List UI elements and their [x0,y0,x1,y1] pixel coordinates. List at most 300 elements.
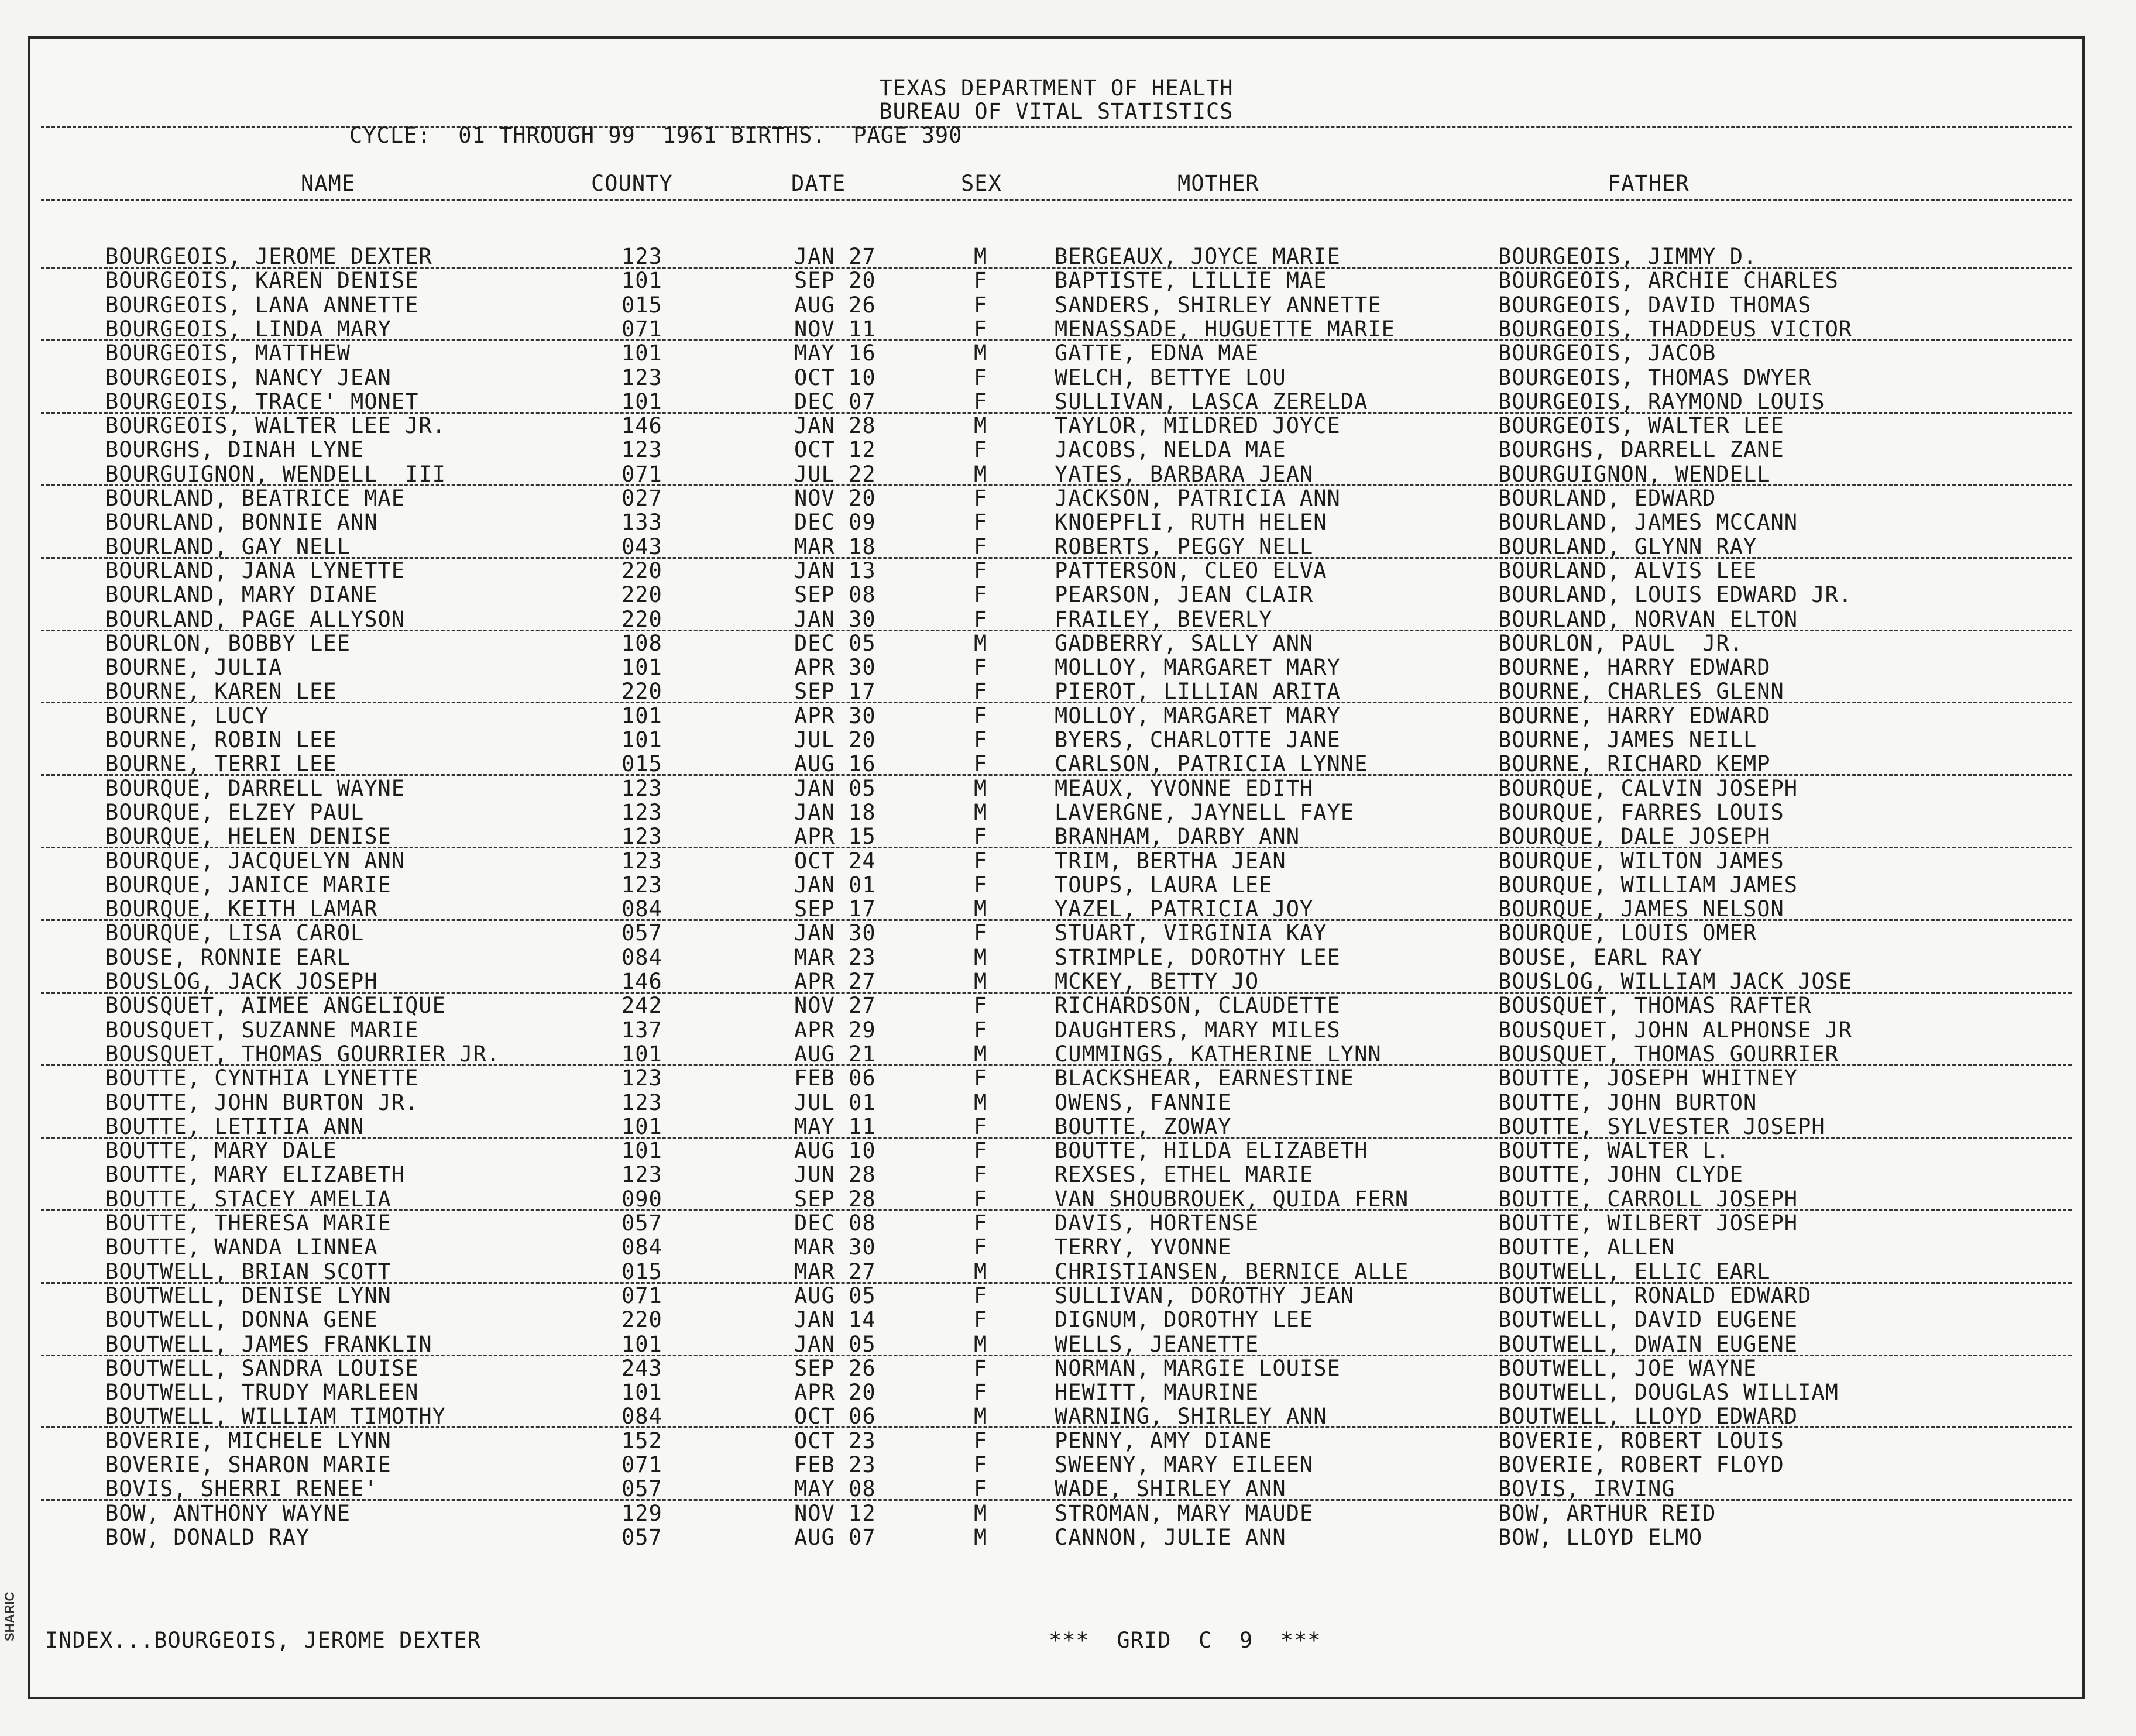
cell-father: BOURQUE, CALVIN JOSEPH [1498,775,1798,801]
cell-date: DEC 09 [794,510,876,535]
cell-sex: F [974,751,988,777]
cell-county: 084 [621,896,662,922]
table-row [30,1163,2082,1187]
cell-name: BOURQUE, ELZEY PAUL [105,799,365,825]
cell-father: BOUSQUET, THOMAS GOURRIER [1498,1041,1839,1067]
cell-county: 027 [621,486,662,511]
cell-name: BOUTWELL, DENISE LYNN [105,1283,392,1308]
cell-mother: TAYLOR, MILDRED JOYCE [1055,413,1341,439]
cell-mother: SULLIVAN, DOROTHY JEAN [1055,1283,1355,1308]
cell-county: 043 [621,534,662,559]
cell-county: 101 [621,268,662,294]
table-row [30,776,2082,800]
cell-county: 101 [621,1380,662,1405]
cell-mother: STROMAN, MARY MAUDE [1055,1500,1314,1526]
cell-mother: CANNON, JULIE ANN [1055,1524,1286,1550]
table-row [30,486,2082,510]
cell-sex: F [974,606,988,632]
cell-sex: M [974,1524,988,1550]
cell-sex: M [974,1331,988,1357]
cell-sex: M [974,413,988,439]
cell-sex: F [974,558,988,583]
cell-sex: F [974,824,988,850]
cell-name: BOURGEOIS, MATTHEW [105,341,351,366]
cell-date: AUG 05 [794,1283,876,1308]
cell-mother: SULLIVAN, LASCA ZERELDA [1055,389,1368,414]
cell-sex: F [974,316,988,342]
cell-name: BOURNE, KAREN LEE [105,679,337,704]
table-row [30,1066,2082,1090]
cell-mother: TERRY, YVONNE [1055,1235,1232,1260]
cell-date: SEP 08 [794,582,876,608]
cell-sex: F [974,1380,988,1405]
cell-sex: F [974,1113,988,1139]
cell-county: 137 [621,1017,662,1043]
cell-name: BOVERIE, MICHELE LYNN [105,1428,392,1453]
cell-sex: F [974,1017,988,1043]
cell-father: BOURGEOIS, JACOB [1498,341,1716,366]
cell-date: JAN 27 [794,244,876,269]
cell-sex: F [974,1452,988,1477]
cell-sex: F [974,727,988,752]
cell-sex: M [974,944,988,970]
cell-county: 242 [621,993,662,1019]
cell-father: BOUTWELL, DOUGLAS WILLIAM [1498,1380,1839,1405]
cell-date: JAN 14 [794,1307,876,1333]
table-row [30,510,2082,534]
cell-name: BOURNE, TERRI LEE [105,751,337,777]
cell-date: OCT 23 [794,1428,876,1453]
table-row [30,704,2082,728]
table-row [30,1187,2082,1211]
cell-father: BOUTTE, JOHN BURTON [1498,1089,1757,1115]
cell-date: FEB 23 [794,1452,876,1477]
cell-county: 015 [621,751,662,777]
cell-county: 123 [621,1089,662,1115]
cell-date: JUL 22 [794,461,876,487]
table-row [30,752,2082,776]
table-row [30,414,2082,438]
cell-date: OCT 12 [794,437,876,463]
cell-sex: F [974,1476,988,1502]
cell-mother: MOLLOY, MARGARET MARY [1055,655,1341,680]
cell-father: BOVERIE, ROBERT FLOYD [1498,1452,1784,1477]
cell-sex: F [974,872,988,898]
cell-sex: F [974,1138,988,1164]
cell-mother: PIEROT, LILLIAN ARITA [1055,679,1341,704]
cell-sex: M [974,1041,988,1067]
cell-mother: TOUPS, LAURA LEE [1055,872,1273,898]
table-row [30,824,2082,848]
cell-date: AUG 10 [794,1138,876,1164]
cell-sex: M [974,1404,988,1429]
cell-sex: F [974,510,988,535]
cell-county: 123 [621,799,662,825]
table-row [30,462,2082,486]
cell-father: BOUTTE, ALLEN [1498,1235,1675,1260]
cell-name: BOUTWELL, BRIAN SCOTT [105,1259,392,1284]
cell-date: JUL 20 [794,727,876,752]
table-row [30,1308,2082,1332]
table-row [30,1380,2082,1404]
cell-date: APR 30 [794,655,876,680]
cell-mother: JACOBS, NELDA MAE [1055,437,1286,463]
cell-name: BOURGEOIS, WALTER LEE JR. [105,413,446,439]
cell-county: 101 [621,341,662,366]
cell-sex: F [974,1186,988,1212]
cell-date: NOV 20 [794,486,876,511]
cell-sex: F [974,486,988,511]
table-row [30,1042,2082,1066]
cell-name: BOUTTE, MARY ELIZABETH [105,1162,406,1188]
cell-county: 071 [621,461,662,487]
cell-date: JAN 30 [794,606,876,632]
cell-name: BOURLAND, BONNIE ANN [105,510,378,535]
cell-father: BOURQUE, JAMES NELSON [1498,896,1784,922]
cell-mother: BERGEAUX, JOYCE MARIE [1055,244,1341,269]
cell-name: BOUTWELL, DONNA GENE [105,1307,378,1333]
column-header-sex: SEX [961,171,1002,196]
cell-county: 057 [621,1524,662,1550]
cell-name: BOURQUE, JACQUELYN ANN [105,848,406,874]
cell-county: 133 [621,510,662,535]
cell-mother: TRIM, BERTHA JEAN [1055,848,1286,874]
cell-mother: ROBERTS, PEGGY NELL [1055,534,1314,559]
cell-name: BOUSE, RONNIE EARL [105,944,351,970]
cell-county: 101 [621,703,662,728]
cell-name: BOURQUE, DARRELL WAYNE [105,775,406,801]
cell-county: 101 [621,727,662,752]
cell-father: BOURGEOIS, THADDEUS VICTOR [1498,316,1853,342]
cell-sex: F [974,437,988,463]
cell-date: DEC 08 [794,1211,876,1236]
cell-county: 101 [621,389,662,414]
cell-father: BOUTWELL, RONALD EDWARD [1498,1283,1812,1308]
cell-sex: F [974,920,988,946]
cell-date: MAR 18 [794,534,876,559]
cell-father: BOUSLOG, WILLIAM JACK JOSE [1498,969,1853,994]
cell-sex: F [974,1065,988,1091]
cell-mother: RICHARDSON, CLAUDETTE [1055,993,1341,1019]
cell-sex: M [974,341,988,366]
cell-date: MAR 27 [794,1259,876,1284]
cell-father: BOURGEOIS, RAYMOND LOUIS [1498,389,1825,414]
cell-name: BOURGEOIS, LINDA MARY [105,316,392,342]
table-row [30,921,2082,945]
cell-father: BOURLAND, LOUIS EDWARD JR. [1498,582,1853,608]
cell-name: BOUTWELL, WILLIAM TIMOTHY [105,1404,446,1429]
table-row [30,1235,2082,1259]
cell-name: BOUTTE, JOHN BURTON JR. [105,1089,419,1115]
table-row [30,1525,2082,1549]
cell-county: 101 [621,1331,662,1357]
cell-mother: WELCH, BETTYE LOU [1055,365,1286,390]
cell-date: DEC 05 [794,630,876,656]
cell-sex: F [974,534,988,559]
cycle-line: CYCLE: 01 THROUGH 99 1961 BIRTHS. PAGE 390 [349,123,963,148]
cell-county: 123 [621,1065,662,1091]
table-row [30,1139,2082,1163]
cell-name: BOURQUE, KEITH LAMAR [105,896,378,922]
cell-mother: PEARSON, JEAN CLAIR [1055,582,1314,608]
cell-name: BOUTTE, MARY DALE [105,1138,337,1164]
cell-father: BOURQUE, WILLIAM JAMES [1498,872,1798,898]
cell-father: BOURNE, HARRY EDWARD [1498,655,1771,680]
cell-sex: M [974,1500,988,1526]
cell-father: BOURQUE, FARRES LOUIS [1498,799,1784,825]
cell-county: 123 [621,365,662,390]
cell-date: JUL 01 [794,1089,876,1115]
cell-name: BOURGEOIS, NANCY JEAN [105,365,392,390]
cell-sex: F [974,1283,988,1308]
cell-name: BOUTTE, CYNTHIA LYNETTE [105,1065,419,1091]
cell-county: 123 [621,848,662,874]
cell-date: AUG 26 [794,292,876,318]
cell-sex: M [974,799,988,825]
document-page [28,36,2085,1699]
cell-father: BOUTWELL, DAVID EUGENE [1498,1307,1798,1333]
cell-county: 090 [621,1186,662,1212]
cell-mother: GATTE, EDNA MAE [1055,341,1259,366]
table-row [30,1332,2082,1356]
table-row [30,1115,2082,1139]
cell-county: 123 [621,1162,662,1188]
cell-date: MAR 23 [794,944,876,970]
cell-name: BOUSQUET, THOMAS GOURRIER JR. [105,1041,501,1067]
table-row [30,631,2082,655]
cell-name: BOURLAND, JANA LYNETTE [105,558,406,583]
table-row [30,390,2082,414]
cell-name: BOVERIE, SHARON MARIE [105,1452,392,1477]
cell-mother: BYERS, CHARLOTTE JANE [1055,727,1341,752]
table-row [30,1453,2082,1477]
cell-father: BOW, LLOYD ELMO [1498,1524,1703,1550]
cell-date: JAN 28 [794,413,876,439]
cell-name: BOURNE, LUCY [105,703,269,728]
cell-name: BOUSLOG, JACK JOSEPH [105,969,378,994]
cell-sex: F [974,679,988,704]
cell-name: BOURLAND, GAY NELL [105,534,351,559]
cell-name: BOURLON, BOBBY LEE [105,630,351,656]
cell-name: BOW, DONALD RAY [105,1524,310,1550]
cell-sex: M [974,775,988,801]
cell-mother: LAVERGNE, JAYNELL FAYE [1055,799,1355,825]
cell-date: APR 27 [794,969,876,994]
table-row [30,1501,2082,1525]
cell-date: NOV 27 [794,993,876,1019]
table-row [30,317,2082,341]
cell-mother: CARLSON, PATRICIA LYNNE [1055,751,1368,777]
cell-date: AUG 07 [794,1524,876,1550]
cell-date: AUG 21 [794,1041,876,1067]
cell-father: BOURLAND, EDWARD [1498,486,1716,511]
cell-county: 123 [621,872,662,898]
cell-county: 123 [621,244,662,269]
cell-mother: PENNY, AMY DIANE [1055,1428,1273,1453]
cell-mother: DAUGHTERS, MARY MILES [1055,1017,1341,1043]
table-row [30,1018,2082,1042]
cell-sex: F [974,582,988,608]
cell-name: BOURGEOIS, KAREN DENISE [105,268,419,294]
cell-father: BOURLAND, ALVIS LEE [1498,558,1757,583]
cell-sex: F [974,365,988,390]
table-row [30,994,2082,1017]
cell-mother: OWENS, FANNIE [1055,1089,1232,1115]
cell-mother: STUART, VIRGINIA KAY [1055,920,1327,946]
cell-father: BOURLAND, JAMES MCCANN [1498,510,1798,535]
cell-county: 129 [621,1500,662,1526]
cell-mother: STRIMPLE, DOROTHY LEE [1055,944,1341,970]
cell-date: JAN 30 [794,920,876,946]
cell-date: OCT 24 [794,848,876,874]
table-row [30,655,2082,679]
cell-father: BOUTTE, CARROLL JOSEPH [1498,1186,1798,1212]
cell-mother: GADBERRY, SALLY ANN [1055,630,1314,656]
cell-county: 101 [621,1113,662,1139]
cell-mother: JACKSON, PATRICIA ANN [1055,486,1341,511]
cell-name: BOURLAND, PAGE ALLYSON [105,606,406,632]
table-row [30,438,2082,462]
cell-mother: CUMMINGS, KATHERINE LYNN [1055,1041,1382,1067]
cell-name: BOUTTE, STACEY AMELIA [105,1186,392,1212]
cell-date: JUN 28 [794,1162,876,1188]
cell-sex: F [974,655,988,680]
cell-county: 071 [621,1283,662,1308]
cell-county: 152 [621,1428,662,1453]
cell-mother: BLACKSHEAR, EARNESTINE [1055,1065,1355,1091]
cell-father: BOURQUE, DALE JOSEPH [1498,824,1771,850]
cell-mother: DAVIS, HORTENSE [1055,1211,1259,1236]
cell-mother: HEWITT, MAURINE [1055,1380,1259,1405]
cell-sex: M [974,630,988,656]
table-row [30,607,2082,631]
cell-county: 101 [621,655,662,680]
cell-county: 243 [621,1355,662,1381]
cell-sex: F [974,1307,988,1333]
cell-county: 220 [621,679,662,704]
cell-name: BOUTTE, THERESA MARIE [105,1211,392,1236]
column-header-name: NAME [301,171,356,196]
cell-county: 123 [621,437,662,463]
cell-mother: WELLS, JEANETTE [1055,1331,1259,1357]
cell-county: 101 [621,1041,662,1067]
cell-father: BOURGEOIS, ARCHIE CHARLES [1498,268,1839,294]
cell-father: BOUTWELL, LLOYD EDWARD [1498,1404,1798,1429]
cell-mother: YAZEL, PATRICIA JOY [1055,896,1314,922]
cell-sex: M [974,461,988,487]
cell-mother: MCKEY, BETTY JO [1055,969,1259,994]
cell-date: FEB 06 [794,1065,876,1091]
cell-father: BOUSE, EARL RAY [1498,944,1703,970]
cell-county: 071 [621,1452,662,1477]
table-row [30,946,2082,970]
cell-name: BOURLAND, MARY DIANE [105,582,378,608]
cell-father: BOUTWELL, DWAIN EUGENE [1498,1331,1798,1357]
side-label: SHARIC [2,1591,17,1641]
cell-name: BOURGEOIS, TRACE' MONET [105,389,419,414]
cell-father: BOVERIE, ROBERT LOUIS [1498,1428,1784,1453]
cell-name: BOURQUE, JANICE MARIE [105,872,392,898]
cell-father: BOUTTE, JOSEPH WHITNEY [1498,1065,1798,1091]
cell-date: APR 30 [794,703,876,728]
cell-mother: MENASSADE, HUGUETTE MARIE [1055,316,1395,342]
cell-sex: M [974,1089,988,1115]
cell-name: BOUSQUET, AIMEE ANGELIQUE [105,993,446,1019]
table-row [30,728,2082,752]
cell-county: 071 [621,316,662,342]
cell-father: BOURNE, RICHARD KEMP [1498,751,1771,777]
cell-name: BOURGHS, DINAH LYNE [105,437,365,463]
cell-mother: CHRISTIANSEN, BERNICE ALLE [1055,1259,1409,1284]
cell-name: BOURQUE, LISA CAROL [105,920,365,946]
cell-mother: SWEENY, MARY EILEEN [1055,1452,1314,1477]
cell-mother: VAN SHOUBROUEK, QUIDA FERN [1055,1186,1409,1212]
cell-date: AUG 16 [794,751,876,777]
cell-sex: M [974,896,988,922]
cell-date: SEP 26 [794,1355,876,1381]
cell-mother: YATES, BARBARA JEAN [1055,461,1314,487]
cell-sex: F [974,389,988,414]
table-row [30,679,2082,703]
cell-county: 015 [621,292,662,318]
cell-date: SEP 20 [794,268,876,294]
cell-county: 220 [621,1307,662,1333]
cell-date: NOV 12 [794,1500,876,1526]
divider [41,126,2072,128]
cell-name: BOUTTE, WANDA LINNEA [105,1235,378,1260]
cell-sex: M [974,244,988,269]
cell-county: 146 [621,413,662,439]
cell-father: BOUTTE, WILBERT JOSEPH [1498,1211,1798,1236]
cell-father: BOURNE, JAMES NEILL [1498,727,1757,752]
cell-mother: BRANHAM, DARBY ANN [1055,824,1300,850]
cell-father: BOURQUE, LOUIS OMER [1498,920,1757,946]
cell-sex: F [974,1211,988,1236]
cell-father: BOURLAND, NORVAN ELTON [1498,606,1798,632]
cell-date: JAN 05 [794,775,876,801]
cell-date: MAY 08 [794,1476,876,1502]
cell-date: OCT 06 [794,1404,876,1429]
cell-date: SEP 17 [794,679,876,704]
table-row [30,366,2082,390]
cell-name: BOURNE, ROBIN LEE [105,727,337,752]
header-subtitle: BUREAU OF VITAL STATISTICS [879,99,1234,124]
table-row [30,293,2082,317]
cell-father: BOW, ARTHUR REID [1498,1500,1716,1526]
cell-date: SEP 28 [794,1186,876,1212]
cell-father: BOURNE, CHARLES GLENN [1498,679,1784,704]
table-row [30,849,2082,873]
table-row [30,970,2082,994]
cell-father: BOURLAND, GLYNN RAY [1498,534,1757,559]
cell-date: DEC 07 [794,389,876,414]
divider [41,199,2072,201]
cell-mother: BOUTTE, ZOWAY [1055,1113,1232,1139]
cell-date: JAN 18 [794,799,876,825]
table-row [30,800,2082,824]
table-row [30,1211,2082,1235]
index-footer: INDEX...BOURGEOIS, JEROME DEXTER [45,1628,481,1653]
table-row [30,1429,2082,1453]
cell-mother: BAPTISTE, LILLIE MAE [1055,268,1327,294]
cell-mother: REXSES, ETHEL MARIE [1055,1162,1314,1188]
cell-father: BOURGEOIS, DAVID THOMAS [1498,292,1812,318]
cell-father: BOUTTE, WALTER L. [1498,1138,1730,1164]
cell-county: 084 [621,944,662,970]
table-row [30,245,2082,269]
column-header-county: COUNTY [591,171,673,196]
cell-name: BOURGEOIS, JEROME DEXTER [105,244,432,269]
